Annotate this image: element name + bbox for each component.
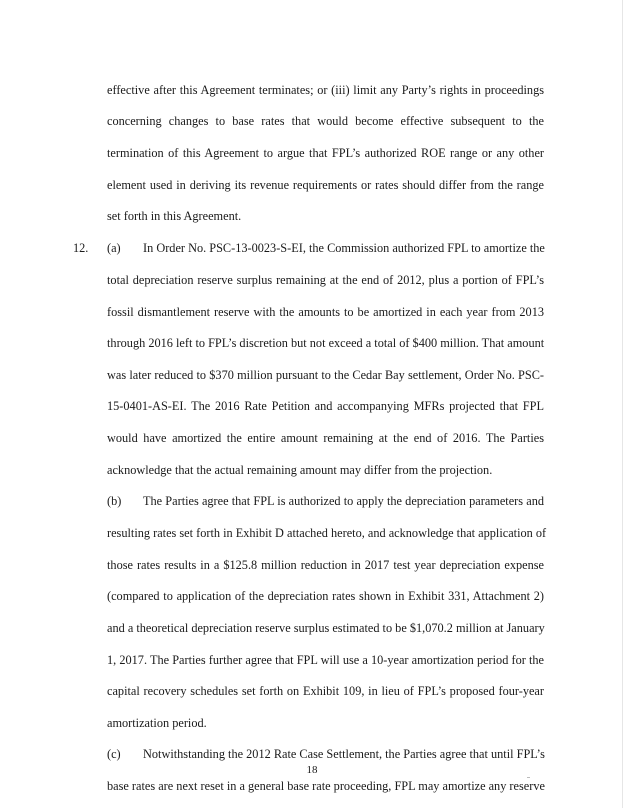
body-line: total depreciation reserve surplus remaining at the end of 2012, plus a portion of FPL’s bbox=[107, 273, 544, 287]
body-line: amortization period. bbox=[107, 716, 207, 730]
body-line: those rates results in a $125.8 million reduction in 2017 test year depreciation expense bbox=[107, 558, 544, 572]
body-line: termination of this Agreement to argue that FPL’s authorized ROE range or any other bbox=[107, 146, 544, 160]
body-line: capital recovery schedules set forth on Exhibit 109, in lieu of FPL’s proposed four-year bbox=[107, 684, 544, 698]
body-line: In Order No. PSC-13-0023-S-EI, the Commission authorized FPL to amortize the bbox=[143, 241, 545, 255]
body-line: base rates are next reset in a general base rate proceeding, FPL may amortize any reserve bbox=[107, 779, 545, 793]
body-line: The Parties agree that FPL is authorized to apply the depreciation parameters and bbox=[143, 494, 544, 508]
body-line: would have amortized the entire amount remaining at the end of 2016. The Parties bbox=[107, 431, 544, 445]
subsection-label-a: (a) bbox=[107, 241, 121, 255]
body-line: concerning changes to base rates that would become effective subsequent to the bbox=[107, 114, 544, 128]
body-line: fossil dismantlement reserve with the amounts to be amortized in each year from 2013 bbox=[107, 305, 544, 319]
subsection-label-b: (b) bbox=[107, 494, 122, 508]
body-line: (compared to application of the depreciation rates shown in Exhibit 331, Attachment 2) bbox=[107, 589, 544, 603]
page-number: 18 bbox=[306, 764, 318, 776]
body-line: 1, 2017. The Parties further agree that FPL will use a 10-year amortization period for the bbox=[107, 653, 544, 667]
page-edge bbox=[622, 0, 623, 808]
body-line: Notwithstanding the 2012 Rate Case Settlement, the Parties agree that until FPL’s bbox=[143, 747, 545, 761]
body-line: element used in deriving its revenue requirements or rates should differ from the range bbox=[107, 178, 544, 192]
body-line: acknowledge that the actual remaining amount may differ from the projection. bbox=[107, 463, 493, 477]
body-line: effective after this Agreement terminates; or (iii) limit any Party’s rights in proceedings bbox=[107, 83, 544, 97]
subsection-label-c: (c) bbox=[107, 747, 121, 761]
section-number: 12. bbox=[73, 241, 89, 255]
body-line: through 2016 left to FPL’s discretion but not exceed a total of $400 million. That amount bbox=[107, 336, 545, 350]
body-line: resulting rates set forth in Exhibit D attached hereto, and acknowledge that application of bbox=[107, 526, 547, 540]
body-line: set forth in this Agreement. bbox=[107, 209, 242, 223]
body-line: 15-0401-AS-EI. The 2016 Rate Petition and accompanying MFRs projected that FPL bbox=[107, 399, 544, 413]
body-line: was later reduced to $370 million pursuant to the Cedar Bay settlement, Order No. PSC- bbox=[107, 368, 544, 382]
body-line: and a theoretical depreciation reserve surplus estimated to be $1,070.2 million at January bbox=[107, 621, 545, 635]
scan-speck bbox=[527, 777, 530, 778]
